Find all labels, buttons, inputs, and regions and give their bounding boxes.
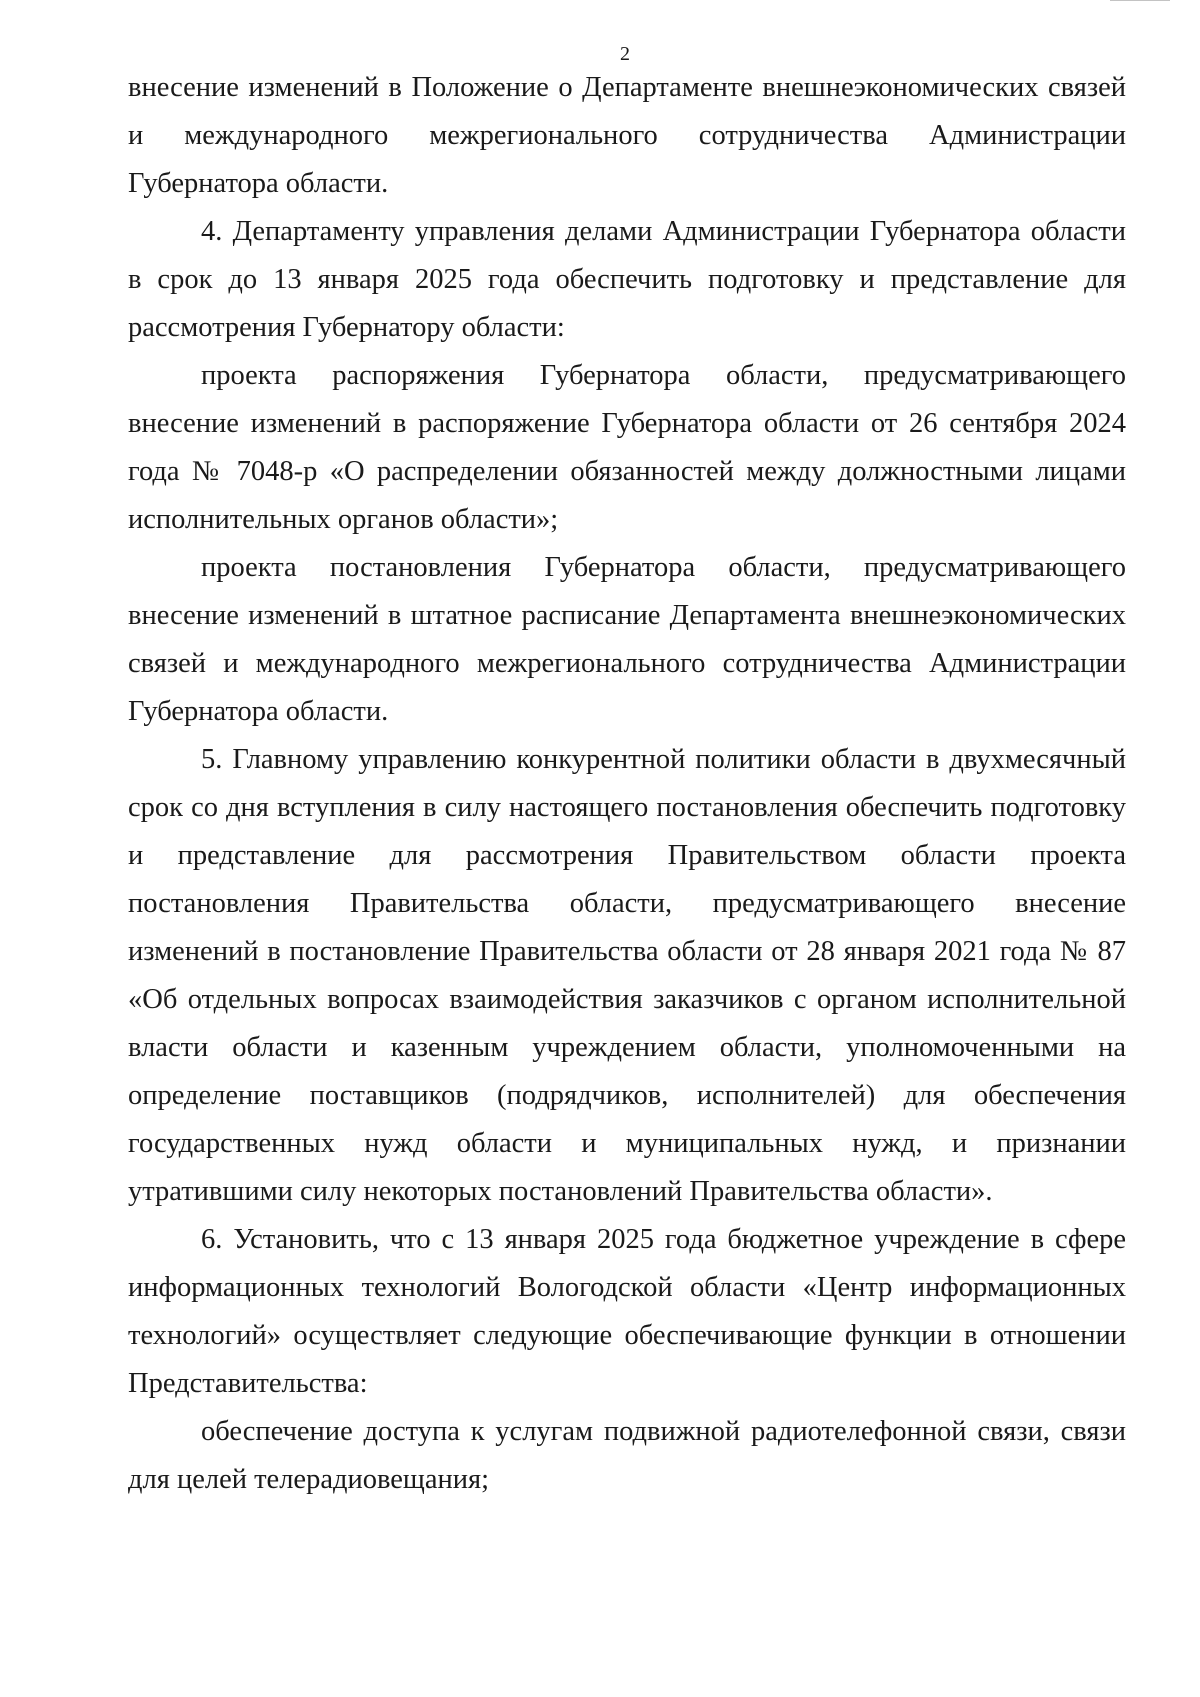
paragraph-order-draft: проекта распоряжения Губернатора области, предусматривающего внесение изменений в распоряжение Губернатора области от 26 сентября 2024 года № 7048-р «О распределении обязанностей между должностными лицами исполнительных органов области»; xyxy=(128,360,1126,535)
paragraph-item-6: 6. Установить, что с 13 января 2025 года бюджетное учреждение в сфере информационных технологий Вологодской области «Центр информационных технологий» осуществляет следующие обеспечивающие функции в отношении Представительства: xyxy=(128,1224,1126,1399)
paragraph-item-5: 5. Главному управлению конкурентной политики области в двухмесячный срок со дня вступления в силу настоящего постановления обеспечить подготовку и представление для рассмотрения Правительством области проекта постановления Правительства области, предусматривающего внесение изменений в постановление Правительства области от 28 января 2021 года № 87 «Об отдельных вопросах взаимодействия заказчиков с органом исполнительной власти области и казенным учреждением области, уполномоченными на определение поставщиков (подрядчиков, исполнителей) для обеспечения государственных нужд области и муниципальных нужд, и признании утратившими силу некоторых постановлений Правительства области». xyxy=(128,744,1126,1207)
paragraph-item-4: 4. Департаменту управления делами Администрации Губернатора области в срок до 13 января 2025 года обеспечить подготовку и представление для рассмотрения Губернатору области: xyxy=(128,216,1126,343)
scan-corner-mark xyxy=(1110,0,1170,7)
page-number: 2 xyxy=(620,43,630,65)
paragraph-continuation: внесение изменений в Положение о Департаменте внешнеэкономических связей и международного межрегионального сотрудничества Администрации Губернатора области. xyxy=(128,72,1126,199)
paragraph-function-communications: обеспечение доступа к услугам подвижной радиотелефонной связи, связи для целей телерадиовещания; xyxy=(128,1416,1126,1495)
paragraph-resolution-draft: проекта постановления Губернатора области, предусматривающего внесение изменений в штатное расписание Департамента внешнеэкономических связей и международного межрегионального сотрудничества Администрации Губернатора области. xyxy=(128,552,1126,727)
document-body xyxy=(128,64,1126,1504)
